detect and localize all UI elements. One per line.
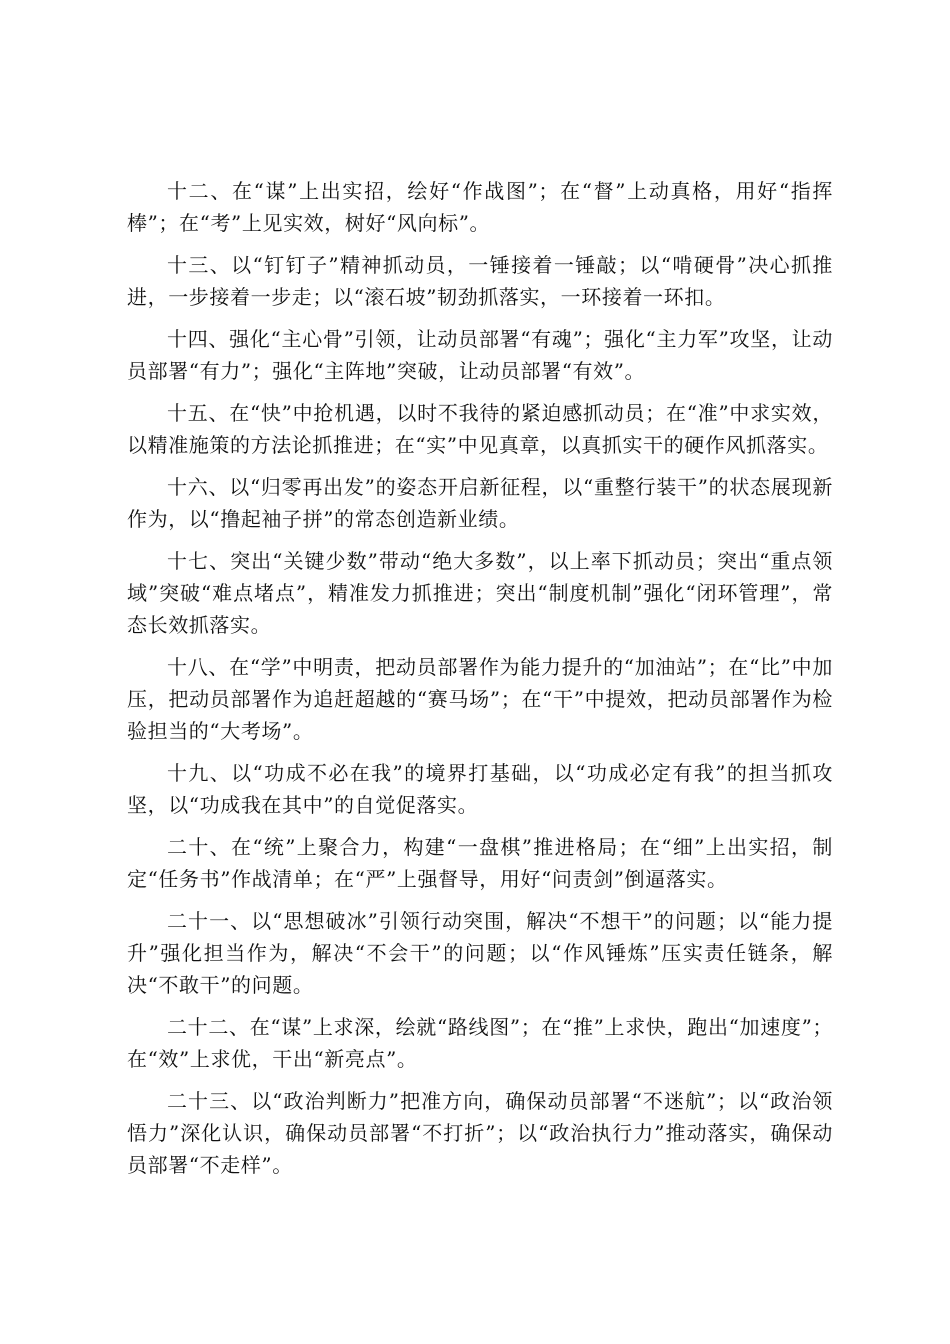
paragraph-17: 十七、突出“关键少数”带动“绝大多数”，以上率下抓动员；突出“重点领域”突破“难点堵点”，精准发力抓推进；突出“制度机制”强化“闭环管理”，常态长效抓落实。 xyxy=(127,549,833,637)
paragraph-21: 二十一、以“思想破冰”引领行动突围，解决“不想干”的问题；以“能力提升”强化担当作为，解决“不会干”的问题；以“作风锤炼”压实责任链条，解决“不敢干”的问题。 xyxy=(127,909,833,997)
paragraph-13: 十三、以“钉钉子”精神抓动员，一锤接着一锤敲；以“啃硬骨”决心抓推进，一步接着一步走；以“滚石坡”韧劲抓落实，一环接着一环扣。 xyxy=(127,253,833,309)
paragraph-19: 十九、以“功成不必在我”的境界打基础，以“功成必定有我”的担当抓攻坚，以“功成我在其中”的自觉促落实。 xyxy=(127,761,833,817)
paragraph-16: 十六、以“归零再出发”的姿态开启新征程，以“重整行装干”的状态展现新作为，以“撸起袖子拼”的常态创造新业绩。 xyxy=(127,475,833,531)
paragraph-20: 二十、在“统”上聚合力，构建“一盘棋”推进格局；在“细”上出实招，制定“任务书”作战清单；在“严”上强督导，用好“问责剑”倒逼落实。 xyxy=(127,835,833,891)
paragraph-18: 十八、在“学”中明责，把动员部署作为能力提升的“加油站”；在“比”中加压，把动员部署作为追赶超越的“赛马场”；在“干”中提效，把动员部署作为检验担当的“大考场”。 xyxy=(127,655,833,743)
paragraph-23: 二十三、以“政治判断力”把准方向，确保动员部署“不迷航”；以“政治领悟力”深化认识，确保动员部署“不打折”；以“政治执行力”推动落实，确保动员部署“不走样”。 xyxy=(127,1089,833,1177)
document-body xyxy=(127,175,833,1191)
paragraph-12: 十二、在“谋”上出实招，绘好“作战图”；在“督”上动真格，用好“指挥棒”；在“考”上见实效，树好“风向标”。 xyxy=(127,179,833,235)
paragraph-22: 二十二、在“谋”上求深，绘就“路线图”；在“推”上求快，跑出“加速度”；在“效”上求优，干出“新亮点”。 xyxy=(127,1015,833,1071)
paragraph-14: 十四、强化“主心骨”引领，让动员部署“有魂”；强化“主力军”攻坚，让动员部署“有力”；强化“主阵地”突破，让动员部署“有效”。 xyxy=(127,327,833,383)
paragraph-15: 十五、在“快”中抢机遇，以时不我待的紧迫感抓动员；在“准”中求实效，以精准施策的方法论抓推进；在“实”中见真章，以真抓实干的硬作风抓落实。 xyxy=(127,401,833,457)
